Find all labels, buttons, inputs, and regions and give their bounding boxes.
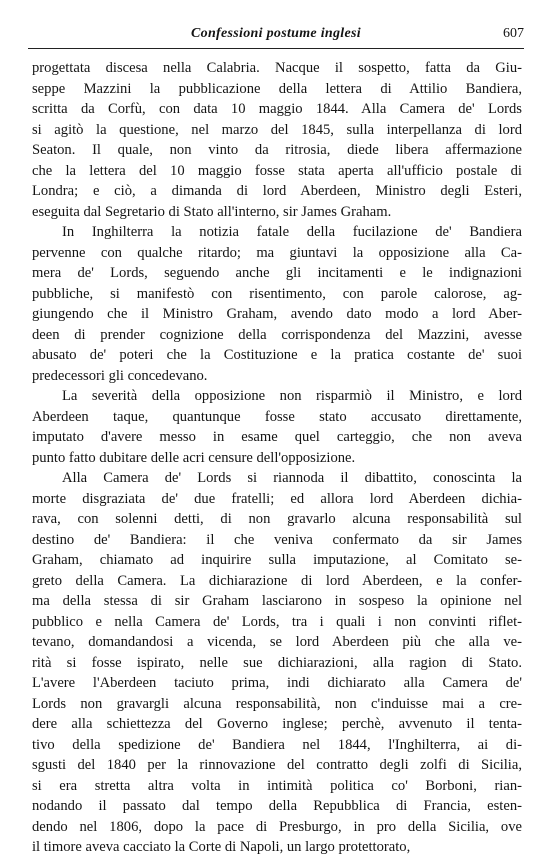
text-line: L'avere l'Aberdeen taciuto prima, indi dichiarato alla Camera de' — [32, 675, 522, 691]
paragraph — [32, 58, 522, 222]
text-line: morte disgraziata de' due fratelli; ed allora lord Aberdeen dichia- — [32, 490, 522, 507]
text-line: Londra; e ciò, a dimanda di lord Aberdeen, Ministro degli Esteri, — [32, 183, 522, 199]
text-line: dendo nel 1806, dopo la pace di Presburgo, in pro della Sicilia, ove — [32, 818, 522, 835]
paragraph — [32, 468, 522, 858]
text-line: punto fatto dubitare delle acri censure dell'opposizione. — [32, 449, 356, 466]
text-line: rità si fosse ispirato, nelle sue dichiarazioni, alla ragion di Stato. — [32, 654, 522, 671]
running-title: Confessioni postume inglesi — [191, 26, 361, 41]
header-rule — [28, 48, 524, 49]
text-line: giungendo che il Ministro Graham, avendo dato modo a lord Aber- — [32, 306, 522, 322]
text-line: eseguita dal Segretario di Stato all'interno, sir James Graham. — [32, 203, 392, 220]
text-line: dere alla schiettezza del Governo inglese; perchè, avvenuto il tenta- — [32, 716, 522, 732]
text-line: si era stretta altra volta in intimità politica co' Borboni, rian- — [32, 777, 522, 794]
page-number: 607 — [503, 26, 524, 41]
text-line: Graham, chiamato ad inquirire sulla imputazione, al Comitato se- — [32, 552, 522, 568]
text-line: tivo della spedizione de' Bandiera nel 1844, l'Inghilterra, ai di- — [32, 736, 522, 753]
text-line: greto della Camera. La dichiarazione di lord Aberdeen, e la confer- — [32, 572, 522, 589]
text-line: destino de' Bandiera: il che veniva confermato da sir James — [32, 531, 522, 548]
text-line: il timore aveva cacciato la Corte di Napoli, un largo protettorato, — [32, 839, 411, 855]
text-line: si agitò la questione, nel marzo del 1845, sulla interpellanza di lord — [32, 121, 522, 138]
text-line: La severità della opposizione non risparmiò il Ministro, e lord — [62, 388, 522, 404]
text-line: che la lettera del 10 maggio fosse stata aperta all'ufficio postale di — [32, 162, 522, 179]
text-line: sgusti del 1840 per la rinnovazione del contratto degli zolfi di Sicilia, — [32, 757, 522, 773]
text-line: tevano, domandandosi a vicenda, se lord Aberdeen più che alla ve- — [32, 634, 522, 650]
text-line: rava, con solenni detti, di non gravarlo alcuna responsabilità sul — [32, 511, 522, 527]
text-line: pubbliche, si manifestò con risentimento, con parole calorose, ag- — [32, 285, 522, 302]
paragraph — [32, 386, 522, 468]
text-line: seppe Mazzini la pubblicazione della lettera di Attilio Bandiera, — [32, 80, 522, 97]
text-line: pubblico e nella Camera de' Lords, tra i quali i non convinti riflet- — [32, 613, 522, 630]
text-line: nodando il passato dal tempo della Repubblica di Francia, esten- — [32, 798, 522, 814]
text-line: In Inghilterra la notizia fatale della fucilazione de' Bandiera — [62, 224, 522, 240]
text-line: Lords non gravargli alcuna responsabilità, non c'induisse mai a cre- — [32, 695, 522, 712]
paragraph — [32, 222, 522, 386]
text-line: pervenne con qualche ritardo; ma giuntavi la opposizione alla Ca- — [32, 244, 522, 261]
text-line: ma della stessa di sir Graham lasciarono in sospeso la opinione nel — [32, 593, 522, 609]
page-header — [28, 26, 524, 48]
text-line: predecessori gli concedevano. — [32, 367, 208, 384]
text-line: deen di prender cognizione della corrispondenza del Mazzini, avesse — [32, 326, 522, 343]
text-line: abusato de' poteri che la Costituzione e la pratica costante de' suoi — [32, 347, 522, 363]
text-line: imputato d'avere messo in esame quel carteggio, che non aveva — [32, 429, 522, 445]
body-text — [32, 58, 522, 858]
text-line: Aberdeen taque, quantunque fosse stato accusato direttamente, — [32, 408, 522, 425]
text-line: mera de' Lords, seguendo anche gli incitamenti e le indignazioni — [32, 265, 522, 281]
text-line: scritta da Corfù, con data 10 maggio 1844. Alla Camera de' Lords — [32, 101, 522, 117]
text-line: progettata discesa nella Calabria. Nacque il sospetto, fatta da Giu- — [32, 60, 522, 76]
text-line: Seaton. Il quale, non vinto da ritrosia, diede libera affermazione — [32, 142, 522, 158]
text-line: Alla Camera de' Lords si riannoda il dibattito, conoscinta la — [62, 470, 522, 486]
